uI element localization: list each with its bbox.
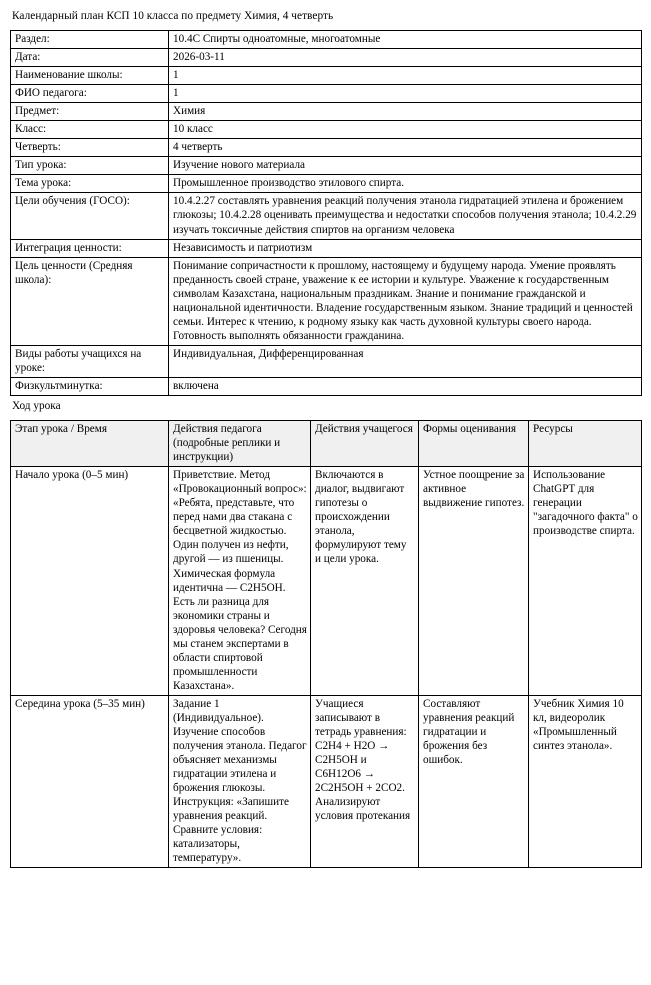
column-header-student-actions-label: Действия учащегося: [315, 423, 413, 436]
lesson-flow-header: [11, 421, 642, 467]
table-row: [11, 139, 642, 157]
info-label-cell: Тип урока:: [11, 157, 169, 175]
column-header-student-actions: [311, 421, 419, 467]
column-header-assessment: [419, 421, 529, 467]
info-label-cell: Тема урока:: [11, 175, 169, 193]
info-label-cell: Цель ценности (Средняя школа):: [11, 257, 169, 345]
lesson-flow-table: [10, 420, 642, 868]
info-value-cell: Промышленное производство этилового спирта.: [169, 175, 642, 193]
column-header-resources: [529, 421, 642, 467]
table-row: [11, 193, 642, 239]
info-value-cell: 2026-03-11: [169, 49, 642, 67]
table-row: [11, 103, 642, 121]
column-header-resources-label: Ресурсы: [533, 423, 573, 436]
info-value-cell: 10 класс: [169, 121, 642, 139]
column-header-stage: [11, 421, 169, 467]
assessment-cell: Составляют уравнения реакций гидратации и брожения без ошибок.: [419, 695, 529, 868]
info-label-cell: Виды работы учащихся на уроке:: [11, 345, 169, 377]
info-value-cell: 10.4С Спирты одноатомные, многоатомные: [169, 31, 642, 49]
assessment-cell: Устное поощрение за активное выдвижение гипотез.: [419, 467, 529, 696]
info-label-cell: Дата:: [11, 49, 169, 67]
table-row: [11, 49, 642, 67]
student-actions-cell: Учащиеся записывают в тетрадь уравнения: C2H4 + H2O → C2H5OH и C6H12O6 → 2C2H5OH + 2CO2. Анализируют условия протекания: [311, 695, 419, 868]
info-label-cell: Раздел:: [11, 31, 169, 49]
info-value-cell: Независимость и патриотизм: [169, 239, 642, 257]
info-value-cell: 1: [169, 67, 642, 85]
table-row: [11, 239, 642, 257]
lesson-info-body: [11, 31, 642, 396]
info-value-cell: включена: [169, 377, 642, 395]
info-value-cell: 4 четверть: [169, 139, 642, 157]
table-row: [11, 377, 642, 395]
info-value-cell: Химия: [169, 103, 642, 121]
info-value-cell: Индивидуальная, Дифференцированная: [169, 345, 642, 377]
lesson-info-table: [10, 30, 642, 396]
info-value-cell: Изучение нового материала: [169, 157, 642, 175]
info-value-cell: 1: [169, 85, 642, 103]
column-header-teacher-actions: [169, 421, 311, 467]
info-label-cell: Четверть:: [11, 139, 169, 157]
info-label-cell: ФИО педагога:: [11, 85, 169, 103]
table-row: [11, 345, 642, 377]
info-label-cell: Предмет:: [11, 103, 169, 121]
column-header-stage-label: Этап урока / Время: [15, 423, 107, 436]
resources-cell: Учебник Химия 10 кл, видеоролик «Промышленный синтез этанола».: [529, 695, 642, 868]
info-label-cell: Класс:: [11, 121, 169, 139]
stage-cell: Середина урока (5–35 мин): [11, 695, 169, 868]
table-row: [11, 157, 642, 175]
table-header-row: [11, 421, 642, 467]
table-row: [11, 695, 642, 868]
table-row: [11, 67, 642, 85]
info-label-cell: Цели обучения (ГОСО):: [11, 193, 169, 239]
table-row: [11, 121, 642, 139]
section-caption-lesson-flow: Ход урока: [12, 400, 61, 413]
info-value-cell: Понимание сопричастности к прошлому, настоящему и будущему народа. Умение проявлять преданность своей стране, уважение к ее истории и культуре. Уважение к государственным символам Казахстана, национальным праздникам. Знание и понимание гражданской и национальной идентичности. Владение государственным языком. Знание традиций и ценностей семьи. Интерес к чтению, к родному языку как часть духовной культуры своего народа. Готовность выполнять обязанности гражданина.: [169, 257, 642, 345]
table-row: [11, 257, 642, 345]
table-row: [11, 175, 642, 193]
table-row: [11, 31, 642, 49]
stage-cell: Начало урока (0–5 мин): [11, 467, 169, 696]
column-header-teacher-actions-label: Действия педагога (подробные реплики и инструкции): [173, 423, 281, 464]
table-row: [11, 85, 642, 103]
info-label-cell: Наименование школы:: [11, 67, 169, 85]
lesson-flow-body: [11, 467, 642, 868]
resources-cell: Использование ChatGPT для генерации "загадочного факта" о производстве спирта.: [529, 467, 642, 696]
teacher-actions-cell: Задание 1 (Индивидуальное). Изучение способов получения этанола. Педагог объясняет механизмы гидратации этилена и брожения глюкозы. Инструкция: «Запишите уравнения реакций. Сравните условия: катализаторы, температуру».: [169, 695, 311, 868]
info-label-cell: Интеграция ценности:: [11, 239, 169, 257]
column-header-assessment-label: Формы оценивания: [423, 423, 516, 436]
student-actions-cell: Включаются в диалог, выдвигают гипотезы о происхождении этанола, формулируют тему и цели урока.: [311, 467, 419, 696]
teacher-actions-cell: Приветствие. Метод «Провокационный вопрос»: «Ребята, представьте, что перед нами два стакана с бесцветной жидкостью. Один получен из нефти, другой — из пшеницы. Химическая формула идентична — C2H5OH. Есть ли разница для экономики страны и здоровья человека? Сегодня мы станем экспертами в области спиртовой промышленности Казахстана».: [169, 467, 311, 696]
info-label-cell: Физкультминутка:: [11, 377, 169, 395]
table-row: [11, 467, 642, 696]
info-value-cell: 10.4.2.27 составлять уравнения реакций получения этанола гидратацией этилена и брожением глюкозы; 10.4.2.28 оценивать преимущества и недостатки способов получения этанола; 10.4.2.29 изучать токсичные действия спиртов на организм человека: [169, 193, 642, 239]
page-title: Календарный план КСП 10 класса по предмету Химия, 4 четверть: [12, 10, 334, 22]
